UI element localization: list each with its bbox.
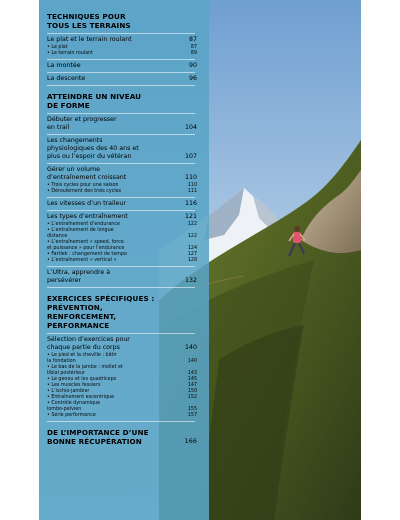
toc-subentry-page: 145 [187, 377, 197, 382]
toc-subentry-title: • Contrôle dynamique lombo-pelvien [47, 401, 101, 412]
toc-entry-page: 87 [188, 36, 197, 43]
toc-entry [47, 137, 197, 161]
toc-subentry-page: 155 [187, 407, 197, 412]
toc-subentry [47, 240, 197, 252]
toc-subentry-title: • Trois cycles pour une saison [47, 183, 119, 188]
divider [47, 59, 195, 60]
toc-subentry [47, 413, 197, 419]
toc-subentry [47, 189, 197, 195]
toc-subentry-page: 127 [187, 252, 197, 257]
toc-subentry-page: 143 [187, 371, 197, 376]
toc-entry-title: Gérer un volume d’entraînement croissant [47, 166, 127, 181]
toc-subentry-title: • Les muscles fessiers [47, 383, 101, 388]
toc-subentry-page: 111 [187, 189, 197, 194]
toc-subentry-page: 152 [187, 395, 197, 400]
toc-subentry-title: • Entraînement excentrique [47, 395, 115, 400]
toc-entry-page: 132 [184, 277, 197, 284]
toc-subentry-title: • Le bas de la jambe : mollet et tibial postérieur [47, 365, 123, 376]
toc-entry [47, 116, 197, 132]
toc-subentry-title: • Le genou et les quadriceps [47, 377, 117, 382]
toc-subentry-title: • Le terrain roulant [47, 51, 93, 56]
toc-section-heading: EXERCICES SPÉCIFIQUES : PRÉVENTION, RENFORCEMENT, PERFORMANCE [47, 294, 155, 330]
divider [47, 287, 195, 288]
toc-entry-title: Les changements physiologiques des 40 ans et plus ou l’espoir du vétéran [47, 137, 139, 160]
toc-entry-page: 110 [184, 174, 197, 181]
toc-entry-page: 140 [184, 344, 197, 351]
toc-subentry [47, 51, 197, 57]
toc-subentry-title: • L’entraînement « speed, force et puissance » pour l’endurance [47, 240, 125, 251]
toc-entry-page: 96 [188, 75, 197, 82]
toc-subentry-title: • L’entraînement « vertical » [47, 258, 117, 263]
toc-entry [47, 36, 197, 44]
toc-subentry-title: • L’entraînement de longue distance [47, 228, 114, 239]
toc-subentry [47, 401, 197, 413]
toc-entry-title: Débuter et progresser en trail [47, 116, 117, 131]
table-of-contents [47, 12, 197, 449]
toc-subentry-title: • Déroulement des trois cycles [47, 189, 122, 194]
divider [47, 421, 195, 422]
toc-entry-title: L’Ultra, apprendre à persévérer [47, 269, 111, 284]
toc-subentry [47, 258, 197, 264]
toc-subentry [47, 228, 197, 240]
toc-entry-title: Le plat et le terrain roulant [47, 36, 132, 43]
divider [47, 113, 195, 114]
toc-subentry-page: 140 [187, 359, 197, 364]
toc-entry-title: Les types d’entraînement [47, 213, 128, 220]
toc-entry-title: Sélection d’exercices pour chaque partie du corps [47, 336, 130, 351]
toc-subentry-page: 128 [187, 258, 197, 263]
toc-subentry-page: 89 [190, 51, 197, 56]
toc-entry-page: 104 [184, 124, 197, 131]
toc-subentry-page: 150 [187, 389, 197, 394]
toc-subentry-title: • Le plat [47, 45, 68, 50]
divider [47, 85, 195, 86]
toc-subentry-title: • L’entraînement d’endurance [47, 222, 120, 227]
toc-subentry-title: • Série performance [47, 413, 96, 418]
toc-section-heading: ATTEINDRE UN NIVEAU DE FORME [47, 92, 142, 110]
toc-section-title: DE L’IMPORTANCE D’UNE BONNE RÉCUPÉRATION [47, 428, 149, 446]
toc-entry-title: La descente [47, 75, 86, 82]
toc-entry-title: La montée [47, 62, 81, 69]
toc-section-heading [47, 428, 197, 446]
divider [47, 72, 195, 73]
toc-entry-page: 107 [184, 153, 197, 160]
toc-subentry-page: 122 [187, 222, 197, 227]
toc-subentry-page: 157 [187, 413, 197, 418]
toc-entry [47, 62, 197, 70]
toc-entry-page: 90 [188, 62, 197, 69]
toc-subentry-page: 87 [190, 45, 197, 50]
divider [47, 266, 195, 267]
toc-subentry [47, 353, 197, 365]
toc-subentry-page: 122 [187, 234, 197, 239]
toc-entry [47, 336, 197, 352]
toc-subentry-title: • L’ischio-jambier [47, 389, 90, 394]
divider [47, 33, 195, 34]
toc-subentry-title: • Fartlek : changement de tempo [47, 252, 127, 257]
toc-entry [47, 269, 197, 285]
toc-subentry-page: 124 [187, 246, 197, 251]
toc-subentry-title: • Le pied et la cheville : bâtir la fondation [47, 353, 117, 364]
toc-entry [47, 200, 197, 208]
divider [47, 134, 195, 135]
toc-entry-title: Les vitesses d’un traileur [47, 200, 126, 207]
divider [47, 197, 195, 198]
toc-section-heading: TECHNIQUES POUR TOUS LES TERRAINS [47, 12, 131, 30]
toc-entry [47, 75, 197, 83]
toc-entry-page: 121 [184, 213, 197, 220]
toc-subentry-page: 110 [187, 183, 197, 188]
toc-entry-page: 116 [184, 200, 197, 207]
toc-subentry-page: 147 [187, 383, 197, 388]
divider [47, 210, 195, 211]
toc-section-page: 166 [184, 438, 197, 445]
divider [47, 163, 195, 164]
toc-subentry [47, 365, 197, 377]
toc-entry [47, 166, 197, 182]
toc-entry [47, 213, 197, 221]
divider [47, 333, 195, 334]
